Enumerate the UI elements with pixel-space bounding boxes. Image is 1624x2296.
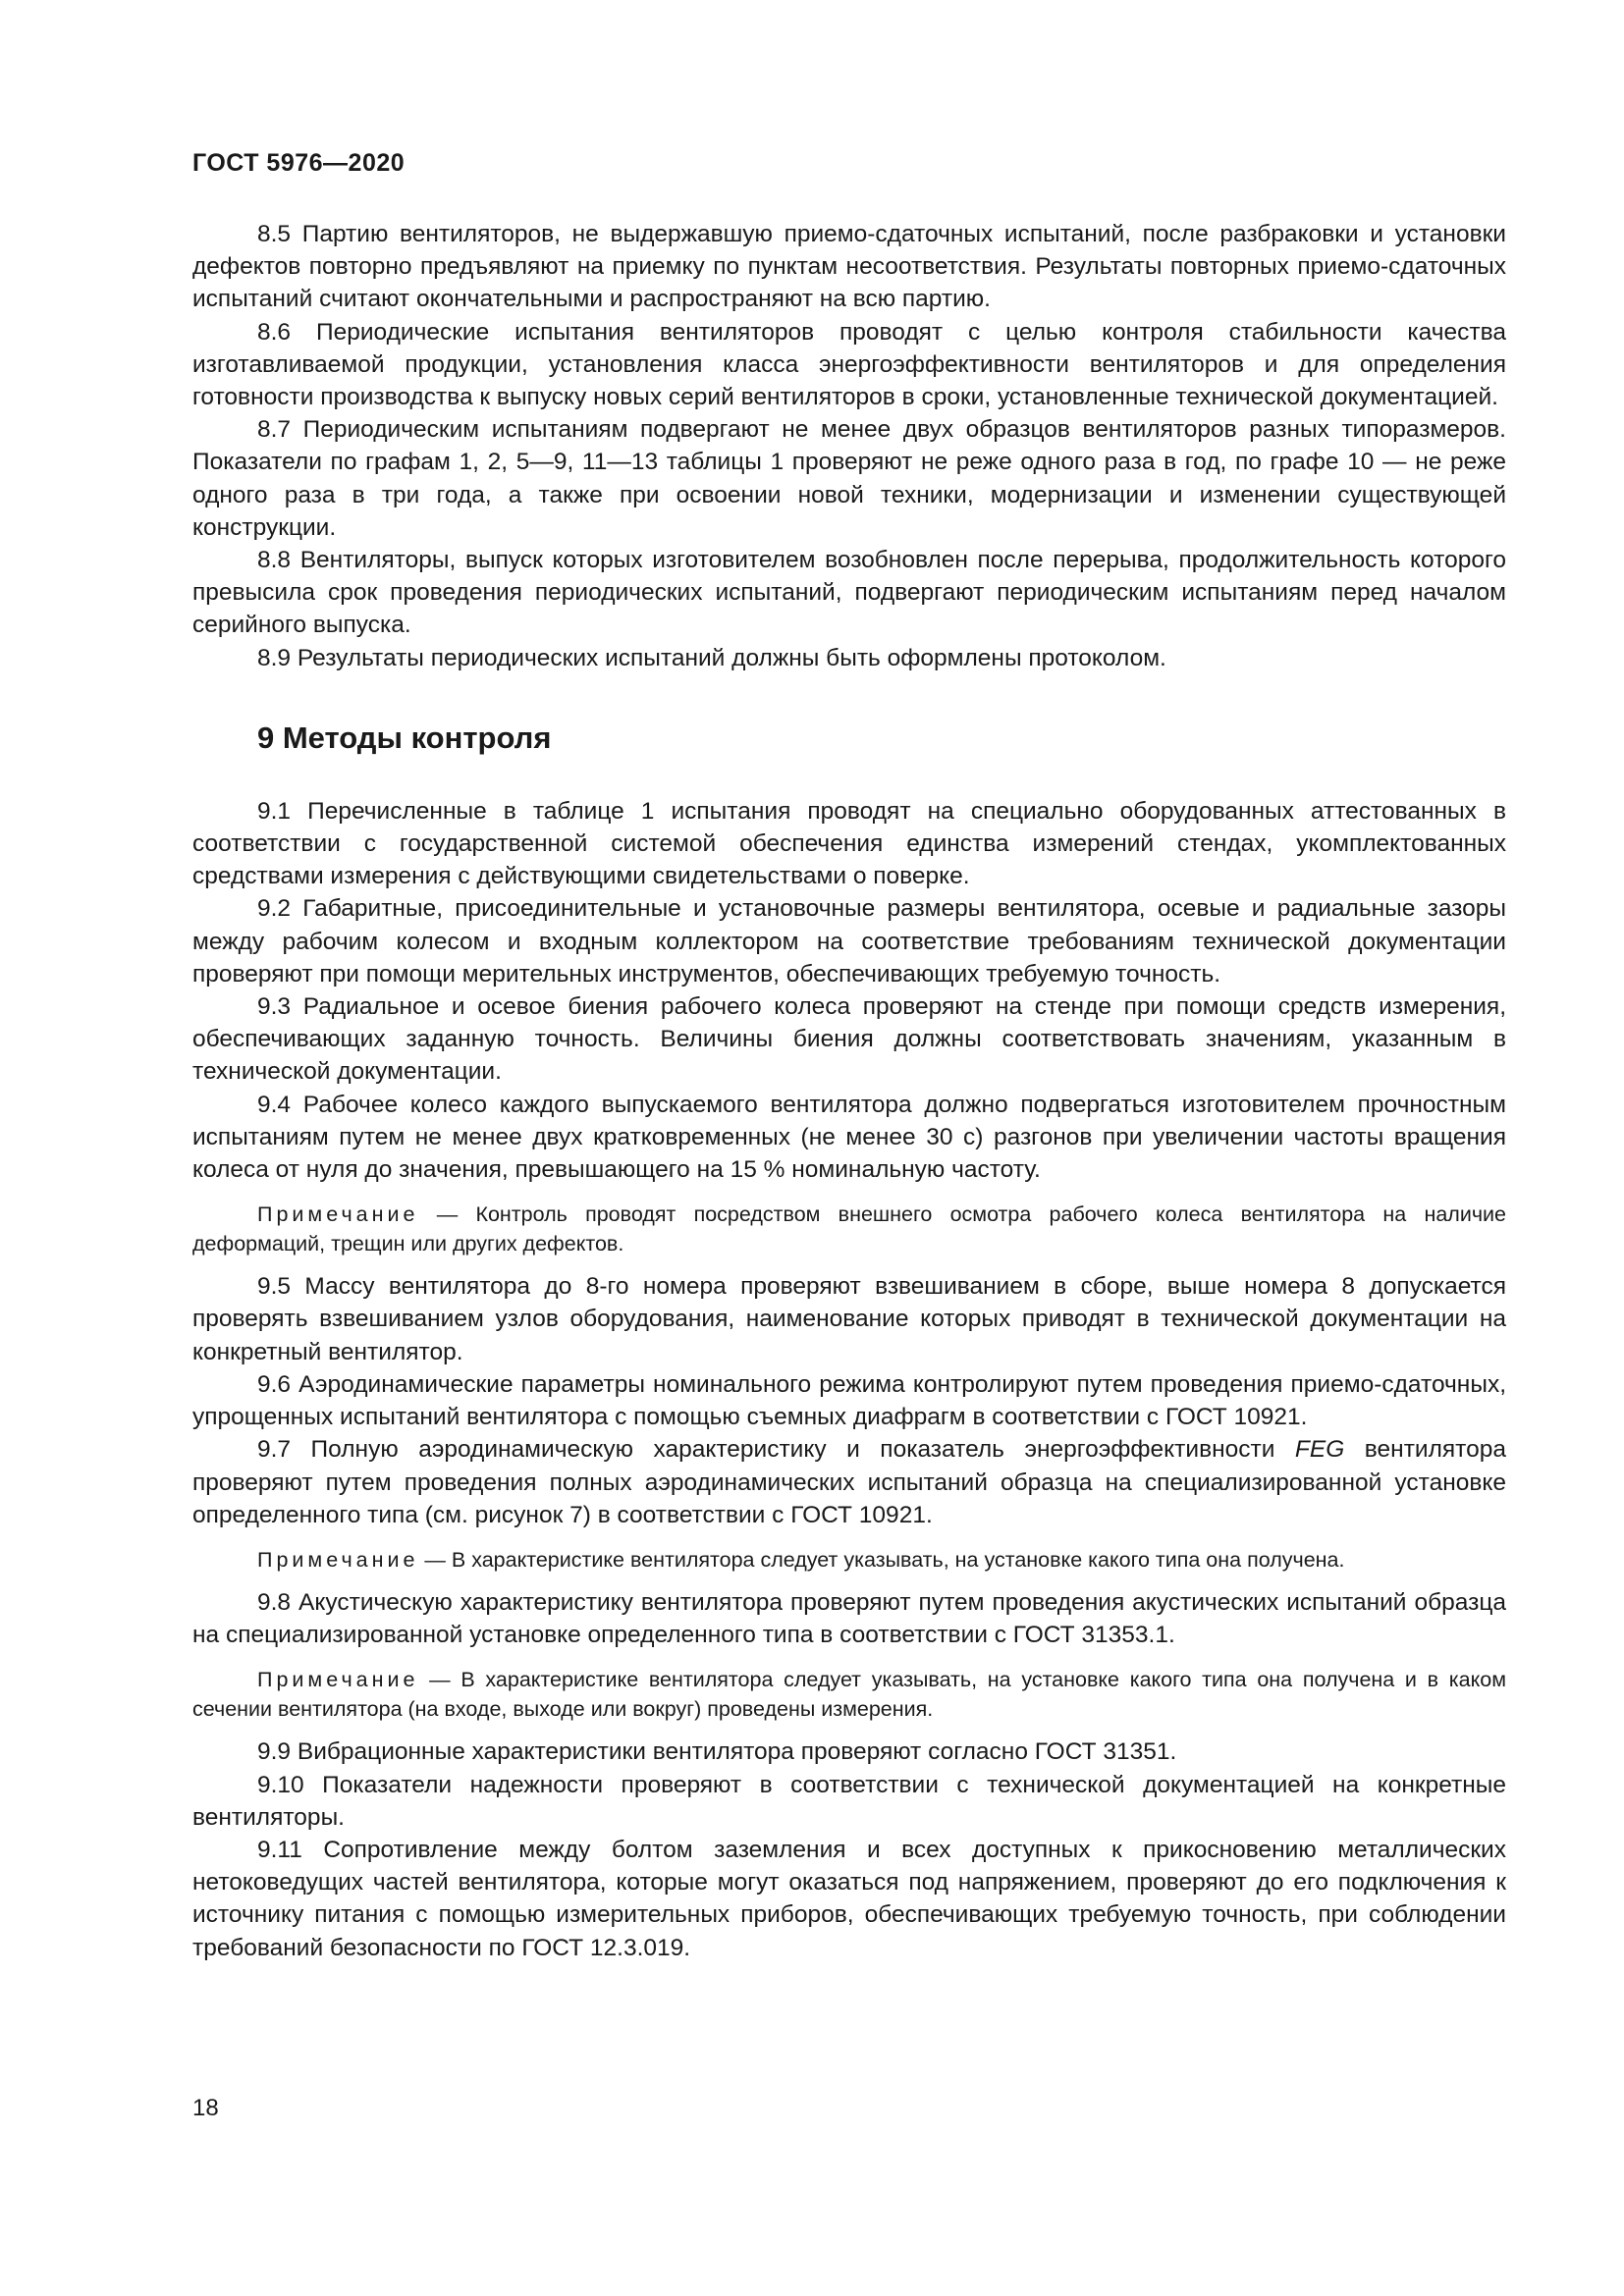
note-label: Примечание	[257, 1202, 419, 1227]
note-2	[192, 1545, 1506, 1575]
note-2-text: — В характеристике вентилятора следует указывать, на установке какого типа она получена.	[418, 1547, 1345, 1572]
paragraph-9-11: 9.11 Сопротивление между болтом заземления и всех доступных к прикосновению металлических нетоковедущих частей вентилятора, которые могут оказаться под напряжением, проверяют до его подключения к источнику питания с помощью измерительных приборов, обеспечивающих требуемую точность, при соблюдении требований безопасности по ГОСТ 12.3.019.	[192, 1836, 1506, 1961]
paragraph-8-5: 8.5 Партию вентиляторов, не выдержавшую приемо-сдаточных испытаний, после разбраковки и установки дефектов повторно предъявляют на приемку по пунктам несоответствия. Результаты повторных приемо-сдаточных испытаний считают окончательными и распространяют на всю партию.	[192, 221, 1506, 313]
paragraph-9-10: 9.10 Показатели надежности проверяют в соответствии с технической документацией на конкретные вентиляторы.	[192, 1771, 1506, 1831]
paragraph-9-7	[192, 1433, 1506, 1531]
paragraph-8-8: 8.8 Вентиляторы, выпуск которых изготовителем возобновлен после перерыва, продолжительность которого превысила срок проведения периодических испытаний, подвергают периодическим испытаниям перед началом серийного выпуска.	[192, 547, 1506, 639]
paragraph-8-9: 8.9 Результаты периодических испытаний должны быть оформлены протоколом.	[257, 644, 1166, 671]
paragraph-9-6: 9.6 Аэродинамические параметры номинального режима контролируют путем проведения приемо-сдаточных, упрощенных испытаний вентилятора с помощью съемных диафрагм в соответствии с ГОСТ 10921.	[192, 1370, 1506, 1431]
paragraph-9-5: 9.5 Массу вентилятора до 8-го номера проверяют взвешиванием в сборе, выше номера 8 допускается проверять взвешиванием узлов оборудования, наименование которых приводят в технической документации на конкретный вентилятор.	[192, 1273, 1506, 1365]
paragraph-9-7-part-2: вентилятора проверяют путем проведения полных аэродинамических испытаний образца на специализированной установке определенного типа (см. рисунок 7) в соответствии с ГОСТ 10921.	[192, 1436, 1506, 1528]
note-label: Примечание	[257, 1547, 419, 1572]
paragraph-9-7-part-1: 9.7 Полную аэродинамическую характеристику и показатель энергоэффективности	[257, 1436, 1295, 1464]
paragraph-9-3: 9.3 Радиальное и осевое биения рабочего колеса проверяют на стенде при помощи средств измерения, обеспечивающих заданную точность. Величины биения должны соответствовать значениям, указанным в технической документации.	[192, 993, 1506, 1086]
note-label: Примечание	[257, 1668, 419, 1692]
paragraph-9-8: 9.8 Акустическую характеристику вентилятора проверяют путем проведения акустических испытаний образца на специализированной установке определенного типа в соответствии с ГОСТ 31353.1.	[192, 1588, 1506, 1649]
paragraph-9-4: 9.4 Рабочее колесо каждого выпускаемого вентилятора должно подвергаться изготовителем прочностным испытаниям путем не менее двух кратковременных (не менее 30 с) разгонов при увеличении частоты вращения колеса от нуля до значения, превышающего на 15 % номинальную частоту.	[192, 1091, 1506, 1184]
note-3-text: — В характеристике вентилятора следует указывать, на установке какого типа она получена и в каком сечении вентилятора (на входе, выходе или вокруг) проведены измерения.	[192, 1668, 1506, 1722]
paragraph-9-9: 9.9 Вибрационные характеристики вентилятора проверяют согласно ГОСТ 31351.	[257, 1738, 1177, 1766]
page-header-standard-code: ГОСТ 5976—2020	[192, 149, 406, 177]
note-1-text: — Контроль проводят посредством внешнего осмотра рабочего колеса вентилятора на наличие деформаций, трещин или других дефектов.	[192, 1202, 1506, 1256]
paragraph-9-1: 9.1 Перечисленные в таблице 1 испытания проводят на специально оборудованных аттестованных в соответствии с государственной системой обеспечения единства измерений стендах, укомплектованных средствами измерения с действующими свидетельствами о поверке.	[192, 797, 1506, 890]
paragraph-9-2: 9.2 Габаритные, присоединительные и установочные размеры вентилятора, осевые и радиальные зазоры между рабочим колесом и входным коллектором на соответствие требованиям технической документации проверяют при помощи мерительных инструментов, обеспечивающих требуемую точность.	[192, 895, 1506, 988]
note-3	[192, 1665, 1506, 1724]
document-body	[192, 218, 1506, 1964]
section-9-title: 9 Методы контроля	[257, 720, 552, 755]
page-number: 18	[192, 2095, 219, 2121]
paragraph-8-7: 8.7 Периодическим испытаниям подвергают не менее двух образцов вентиляторов разных типоразмеров. Показатели по графам 1, 2, 5—9, 11—13 таблицы 1 проверяют не реже одного раза в год, по графе 10 — не реже одного раза в три года, а также при освоении новой техники, модернизации и изменении существующей конструкции.	[192, 416, 1506, 541]
note-1	[192, 1200, 1506, 1258]
feg-term: FEG	[1294, 1436, 1345, 1464]
paragraph-8-6: 8.6 Периодические испытания вентиляторов проводят с целью контроля стабильности качества изготавливаемой продукции, установления класса энергоэффективности вентиляторов и для определения готовности производства к выпуску новых серий вентиляторов в сроки, установленные технической документацией.	[192, 318, 1506, 411]
